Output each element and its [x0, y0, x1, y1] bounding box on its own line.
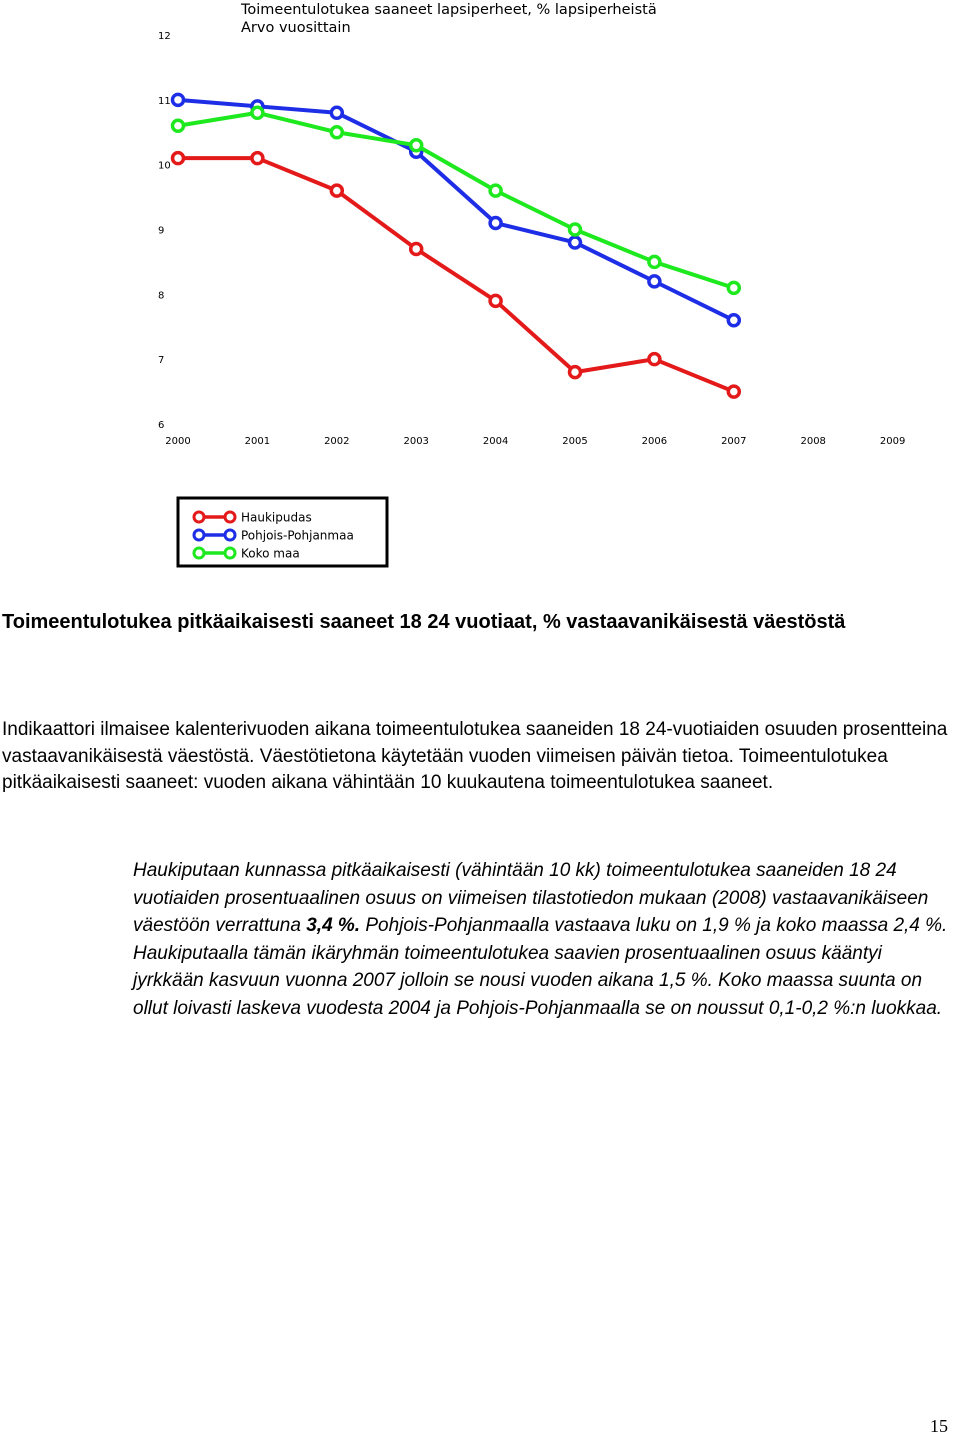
- chart-title: Toimeentulotukea saaneet lapsiperheet, % lapsiperheistä: [241, 2, 657, 18]
- data-point: [173, 120, 184, 131]
- analysis-highlight: 3,4 %.: [306, 915, 361, 936]
- data-point: [649, 276, 660, 287]
- x-tick-label: 2001: [244, 436, 271, 447]
- x-tick-label: 2005: [562, 436, 588, 447]
- x-tick-label: 2006: [641, 436, 668, 447]
- data-point: [490, 218, 501, 229]
- data-point: [649, 354, 660, 365]
- analysis-text-2: Pohjois-Pohjanmaalla vastaava luku on 1,9 % ja koko maassa 2,4 %. Haukiputaalla tämän ikäryhmän toimeentulotukea saavien prosentuaalinen osuus kääntyi jyrkkään kasvuun vuonna 2007 jolloin se nousi vuoden aikana 1,5 %. Koko maassa suunta on ollut loivasti laskeva vuodesta 2004 ja Pohjois-Pohjanmaalla se on noussut 0,1-0,2 %:n luokkaa.: [133, 915, 948, 1019]
- page-number: 15: [930, 1416, 948, 1436]
- data-point: [728, 315, 739, 326]
- legend-marker: [194, 512, 204, 522]
- legend-marker: [225, 548, 235, 558]
- legend: [178, 498, 387, 566]
- x-tick-label: 2002: [324, 436, 350, 447]
- y-tick-label: 8: [158, 290, 165, 302]
- y-tick-label: 10: [158, 160, 171, 172]
- y-tick-label: 6: [158, 420, 165, 431]
- x-tick-label: 2000: [165, 436, 191, 447]
- y-tick-label: 7: [158, 355, 165, 367]
- legend-marker: [225, 512, 235, 522]
- analysis-paragraph: [133, 857, 955, 1022]
- data-point: [411, 140, 422, 151]
- x-tick-label: 2004: [482, 436, 509, 447]
- x-tick-label: 2009: [879, 436, 906, 447]
- y-tick-label: 11: [158, 95, 171, 107]
- y-tick-label: 9: [158, 225, 165, 237]
- data-point: [411, 243, 422, 254]
- data-point: [570, 224, 581, 235]
- y-tick-label: 12: [158, 31, 171, 42]
- analysis-text-1: Haukiputaan kunnassa pitkäaikaisesti (vähintään 10 kk) toimeentulotukea saaneiden 18 24 vuotiaiden prosentuaalinen osuus on viimeisen tilastotiedon mukaan (2008) vastaavanikäiseen väestöön verrattuna: [133, 860, 929, 936]
- data-point: [490, 295, 501, 306]
- data-point: [252, 153, 263, 164]
- section-title: Toimeentulotukea pitkäaikaisesti saaneet 18 24 vuotiaat, % vastaavanikäisestä väestöstä: [2, 611, 846, 633]
- data-point: [331, 185, 342, 196]
- data-point: [728, 282, 739, 293]
- legend-marker: [225, 530, 235, 540]
- x-tick-label: 2008: [800, 436, 826, 447]
- data-point: [173, 153, 184, 164]
- chart-subtitle: Arvo vuosittain: [241, 20, 351, 36]
- data-point: [570, 237, 581, 248]
- data-point: [173, 94, 184, 105]
- x-tick-label: 2003: [403, 436, 429, 447]
- legend-marker: [194, 548, 204, 558]
- data-point: [649, 256, 660, 267]
- legend-label: Haukipudas: [241, 510, 312, 525]
- legend-label: Koko maa: [241, 546, 300, 561]
- legend-marker: [194, 530, 204, 540]
- indicator-description: Indikaattori ilmaisee kalenterivuoden aikana toimeentulotukea saaneiden 18 24-vuotiaiden osuuden prosentteina vastaavanikäisestä väestöstä. Väestötietona käytetään vuoden viimeisen päivän tietoa. Toimeentulotukea pitkäaikaisesti saaneet: vuoden aikana vähintään 10 kuukautena toimeentulotukea saaneet.: [2, 719, 948, 793]
- legend-label: Pohjois-Pohjanmaa: [241, 528, 354, 543]
- line-chart: [0, 0, 960, 580]
- data-point: [570, 367, 581, 378]
- x-tick-label: 2007: [721, 436, 747, 447]
- data-point: [331, 107, 342, 118]
- data-point: [490, 185, 501, 196]
- data-point: [728, 386, 739, 397]
- data-point: [331, 127, 342, 138]
- data-point: [252, 107, 263, 118]
